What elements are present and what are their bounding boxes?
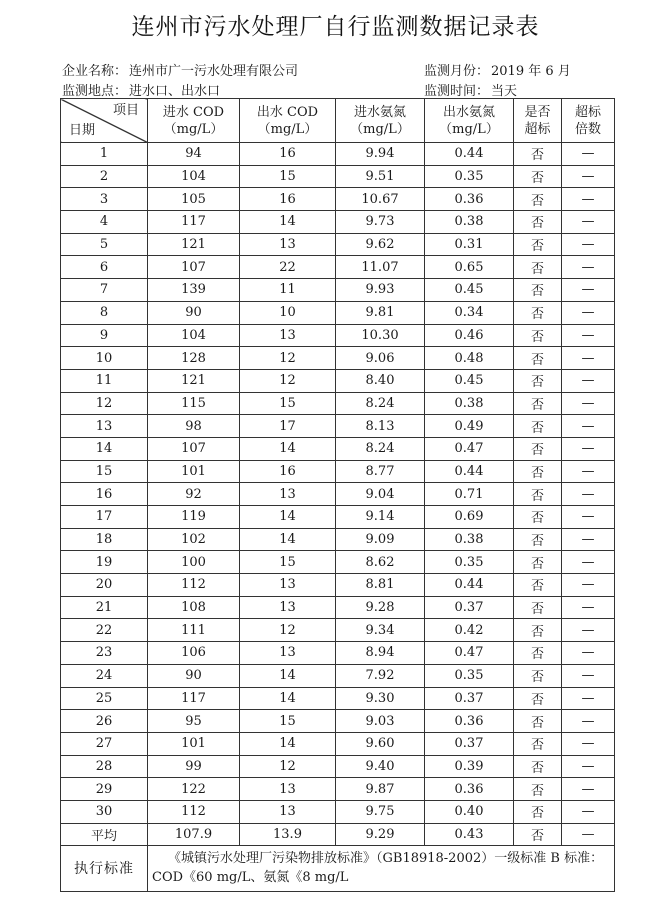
time-value: 当天 — [491, 84, 518, 99]
table-cell: — — [562, 460, 615, 483]
table-row — [61, 279, 615, 302]
table-cell: 否 — [514, 642, 562, 665]
date-cell: 28 — [61, 755, 148, 778]
table-cell: 12 — [240, 755, 336, 778]
table-cell: 92 — [148, 483, 240, 506]
table-cell: 否 — [514, 437, 562, 460]
table-cell: — — [562, 732, 615, 755]
table-cell: 8.62 — [336, 551, 425, 574]
table-cell: 139 — [148, 279, 240, 302]
table-row — [61, 596, 615, 619]
table-row — [61, 188, 615, 211]
table-cell: — — [562, 211, 615, 234]
table-cell: 否 — [514, 324, 562, 347]
table-cell: — — [562, 596, 615, 619]
table-cell: 95 — [148, 710, 240, 733]
table-cell: 99 — [148, 755, 240, 778]
table-row — [61, 642, 615, 665]
table-cell: — — [562, 256, 615, 279]
table-cell: 8.81 — [336, 574, 425, 597]
table-cell: 否 — [514, 211, 562, 234]
header-line-1: 超标 — [574, 104, 601, 120]
table-cell: — — [562, 301, 615, 324]
header-line-2: （mg/L） — [350, 121, 410, 137]
table-cell: 11 — [240, 279, 336, 302]
header-line-2: 超标 — [524, 121, 551, 137]
date-cell: 17 — [61, 506, 148, 529]
table-cell: 16 — [240, 188, 336, 211]
table-cell: 16 — [240, 460, 336, 483]
table-cell: — — [562, 642, 615, 665]
table-cell: 15 — [240, 710, 336, 733]
table-cell: 14 — [240, 664, 336, 687]
table-cell: 9.28 — [336, 596, 425, 619]
table-cell: 7.92 — [336, 664, 425, 687]
table-cell: 107 — [148, 256, 240, 279]
table-cell: 否 — [514, 710, 562, 733]
header-line-1: 出水 COD — [256, 104, 319, 120]
table-cell: 0.38 — [425, 211, 514, 234]
table-cell: 105 — [148, 188, 240, 211]
table-row — [61, 301, 615, 324]
table-cell: 0.44 — [425, 460, 514, 483]
table-cell: 17 — [240, 415, 336, 438]
table-cell: 117 — [148, 211, 240, 234]
table-cell: 0.35 — [425, 165, 514, 188]
monitoring-table — [60, 98, 615, 892]
table-cell: 否 — [514, 528, 562, 551]
table-cell: 9.51 — [336, 165, 425, 188]
column-header-influent-cod — [148, 99, 240, 143]
month-label: 监测月份： — [424, 64, 490, 79]
date-cell: 22 — [61, 619, 148, 642]
table-cell: 10.67 — [336, 188, 425, 211]
date-cell: 12 — [61, 392, 148, 415]
table-cell: 0.44 — [425, 143, 514, 166]
standard-label: 执行标准 — [61, 845, 148, 891]
table-cell: 104 — [148, 324, 240, 347]
table-cell: 否 — [514, 165, 562, 188]
table-cell: 8.77 — [336, 460, 425, 483]
date-cell: 16 — [61, 483, 148, 506]
date-cell: 26 — [61, 710, 148, 733]
table-cell: 8.13 — [336, 415, 425, 438]
table-cell: 否 — [514, 233, 562, 256]
table-cell: 否 — [514, 415, 562, 438]
table-cell: 否 — [514, 687, 562, 710]
table-cell: 0.40 — [425, 800, 514, 823]
table-cell: 90 — [148, 664, 240, 687]
table-cell: 0.45 — [425, 369, 514, 392]
table-row — [61, 165, 615, 188]
table-cell: 13 — [240, 642, 336, 665]
column-header-effluent-ammonia — [425, 99, 514, 143]
table-cell: 98 — [148, 415, 240, 438]
table-cell: 115 — [148, 392, 240, 415]
table-cell: 9.60 — [336, 732, 425, 755]
table-cell: — — [562, 574, 615, 597]
header-line-2: （mg/L） — [439, 121, 499, 137]
table-row — [61, 800, 615, 823]
table-cell: 0.38 — [425, 392, 514, 415]
table-row — [61, 528, 615, 551]
table-cell: 9.87 — [336, 778, 425, 801]
table-cell: 13 — [240, 596, 336, 619]
table-cell: 9.75 — [336, 800, 425, 823]
column-header-exceeded — [514, 99, 562, 143]
table-cell: 0.31 — [425, 233, 514, 256]
header-line-2: 倍数 — [574, 121, 601, 137]
table-cell: 否 — [514, 279, 562, 302]
header-row — [61, 99, 615, 143]
table-cell: 0.42 — [425, 619, 514, 642]
table-row — [61, 664, 615, 687]
table-cell: 122 — [148, 778, 240, 801]
table-cell: 0.37 — [425, 687, 514, 710]
table-cell: 9.04 — [336, 483, 425, 506]
table-cell: 12 — [240, 347, 336, 370]
table-cell: — — [562, 664, 615, 687]
table-cell: 9.81 — [336, 301, 425, 324]
table-cell: 13 — [240, 574, 336, 597]
table-cell: 0.47 — [425, 642, 514, 665]
table-cell: 90 — [148, 301, 240, 324]
average-cell: 9.29 — [336, 823, 425, 845]
table-cell: 22 — [240, 256, 336, 279]
table-cell: 112 — [148, 800, 240, 823]
table-row — [61, 211, 615, 234]
table-cell: — — [562, 324, 615, 347]
table-cell: 13 — [240, 324, 336, 347]
date-cell: 29 — [61, 778, 148, 801]
table-cell: 否 — [514, 392, 562, 415]
table-cell: 14 — [240, 211, 336, 234]
table-cell: — — [562, 392, 615, 415]
table-cell: 9.73 — [336, 211, 425, 234]
table-cell: 9.14 — [336, 506, 425, 529]
table-cell: 否 — [514, 551, 562, 574]
table-cell: 否 — [514, 369, 562, 392]
table-cell: 0.36 — [425, 778, 514, 801]
table-row — [61, 619, 615, 642]
table-cell: 0.35 — [425, 664, 514, 687]
table-cell: 15 — [240, 551, 336, 574]
table-cell: 101 — [148, 460, 240, 483]
table-cell: 否 — [514, 347, 562, 370]
table-cell: 9.34 — [336, 619, 425, 642]
date-cell: 15 — [61, 460, 148, 483]
table-cell: 13 — [240, 800, 336, 823]
table-cell: 9.94 — [336, 143, 425, 166]
table-cell: 8.24 — [336, 437, 425, 460]
location-field — [62, 80, 220, 99]
table-cell: — — [562, 165, 615, 188]
table-cell: 14 — [240, 687, 336, 710]
table-cell: 否 — [514, 619, 562, 642]
date-cell: 18 — [61, 528, 148, 551]
date-cell: 11 — [61, 369, 148, 392]
location-label: 监测地点： — [62, 84, 128, 99]
table-cell: 否 — [514, 596, 562, 619]
table-cell: — — [562, 347, 615, 370]
month-field — [424, 60, 571, 79]
table-row — [61, 687, 615, 710]
average-cell: 107.9 — [148, 823, 240, 845]
standard-text: 《城镇污水处理厂污染物排放标准》（GB18918-2002）一级标准 B 标准：COD《60 mg/L、氨氮《8 mg/L — [148, 845, 615, 891]
table-cell: 119 — [148, 506, 240, 529]
table-cell: 15 — [240, 392, 336, 415]
table-cell: — — [562, 619, 615, 642]
date-cell: 5 — [61, 233, 148, 256]
table-row — [61, 710, 615, 733]
table-cell: 0.39 — [425, 755, 514, 778]
table-cell: 否 — [514, 301, 562, 324]
table-row — [61, 369, 615, 392]
date-cell: 8 — [61, 301, 148, 324]
table-row — [61, 506, 615, 529]
table-cell: 14 — [240, 506, 336, 529]
table-cell: — — [562, 437, 615, 460]
table-row — [61, 324, 615, 347]
table-cell: — — [562, 687, 615, 710]
table-cell: 9.62 — [336, 233, 425, 256]
date-cell: 4 — [61, 211, 148, 234]
table-cell: 106 — [148, 642, 240, 665]
table-cell: 11.07 — [336, 256, 425, 279]
table-cell: 12 — [240, 619, 336, 642]
date-cell: 1 — [61, 143, 148, 166]
table-cell: — — [562, 778, 615, 801]
table-cell: 14 — [240, 528, 336, 551]
table-cell: 16 — [240, 143, 336, 166]
table-cell: — — [562, 369, 615, 392]
header-line-2: （mg/L） — [163, 121, 224, 137]
date-cell: 25 — [61, 687, 148, 710]
table-row — [61, 483, 615, 506]
table-cell: 13 — [240, 233, 336, 256]
date-cell: 3 — [61, 188, 148, 211]
table-cell: 0.45 — [425, 279, 514, 302]
header-line-2: （mg/L） — [257, 121, 318, 137]
table-cell: 0.38 — [425, 528, 514, 551]
table-row — [61, 460, 615, 483]
company-value: 连州市广一污水处理有限公司 — [129, 64, 299, 79]
average-cell: — — [562, 823, 615, 845]
table-cell: — — [562, 483, 615, 506]
table-cell: 否 — [514, 574, 562, 597]
date-cell: 21 — [61, 596, 148, 619]
table-cell: — — [562, 506, 615, 529]
table-cell: 否 — [514, 778, 562, 801]
table-cell: 10.30 — [336, 324, 425, 347]
table-cell: 0.47 — [425, 437, 514, 460]
company-field — [62, 60, 298, 79]
table-cell: 13 — [240, 483, 336, 506]
date-cell: 13 — [61, 415, 148, 438]
date-cell: 19 — [61, 551, 148, 574]
table-cell: 117 — [148, 687, 240, 710]
table-cell: 否 — [514, 755, 562, 778]
table-cell: 0.48 — [425, 347, 514, 370]
table-row — [61, 732, 615, 755]
table-row — [61, 755, 615, 778]
table-cell: — — [562, 279, 615, 302]
header-line-1: 进水氨氮 — [353, 104, 406, 120]
company-label: 企业名称： — [62, 64, 128, 79]
table-cell: 9.93 — [336, 279, 425, 302]
location-value: 进水口、出水口 — [129, 84, 221, 99]
table-cell: 9.06 — [336, 347, 425, 370]
table-cell: 100 — [148, 551, 240, 574]
header-line-1: 出水氨氮 — [442, 104, 495, 120]
table-cell: 111 — [148, 619, 240, 642]
date-cell: 27 — [61, 732, 148, 755]
table-cell: 0.36 — [425, 188, 514, 211]
table-cell: 121 — [148, 369, 240, 392]
table-cell: 0.35 — [425, 551, 514, 574]
table-cell: 0.71 — [425, 483, 514, 506]
page-title: 连州市污水处理厂自行监测数据记录表 — [131, 14, 540, 40]
average-cell: 13.9 — [240, 823, 336, 845]
table-cell: 8.94 — [336, 642, 425, 665]
table-cell: 101 — [148, 732, 240, 755]
table-cell: 0.36 — [425, 710, 514, 733]
month-value: 2019 年 6 月 — [491, 64, 571, 79]
date-cell: 23 — [61, 642, 148, 665]
standard-row — [61, 845, 615, 891]
table-row — [61, 233, 615, 256]
table-cell: 0.37 — [425, 596, 514, 619]
table-row — [61, 551, 615, 574]
table-cell: 9.03 — [336, 710, 425, 733]
table-cell: 107 — [148, 437, 240, 460]
table-cell: 否 — [514, 483, 562, 506]
table-row — [61, 778, 615, 801]
table-cell: 0.37 — [425, 732, 514, 755]
time-field — [424, 80, 517, 99]
average-label: 平均 — [61, 823, 148, 845]
table-cell: 8.24 — [336, 392, 425, 415]
date-cell: 9 — [61, 324, 148, 347]
date-cell: 14 — [61, 437, 148, 460]
table-row — [61, 574, 615, 597]
corner-header — [61, 99, 148, 143]
table-cell: 9.09 — [336, 528, 425, 551]
date-cell: 6 — [61, 256, 148, 279]
date-cell: 20 — [61, 574, 148, 597]
table-cell: — — [562, 800, 615, 823]
table-cell: 0.49 — [425, 415, 514, 438]
table-row — [61, 392, 615, 415]
table-row — [61, 256, 615, 279]
corner-top-label: 项目 — [112, 103, 139, 118]
table-cell: — — [562, 551, 615, 574]
table-row — [61, 437, 615, 460]
table-cell: 否 — [514, 732, 562, 755]
date-cell: 30 — [61, 800, 148, 823]
table-cell: — — [562, 188, 615, 211]
time-label: 监测时间： — [424, 84, 490, 99]
header-line-1: 进水 COD — [162, 104, 225, 120]
table-cell: 112 — [148, 574, 240, 597]
corner-bottom-label: 日期 — [69, 123, 96, 138]
table-cell: 10 — [240, 301, 336, 324]
average-cell: 否 — [514, 823, 562, 845]
table-row — [61, 347, 615, 370]
table-cell: 14 — [240, 732, 336, 755]
table-cell: 15 — [240, 165, 336, 188]
table-cell: 否 — [514, 506, 562, 529]
table-cell: 128 — [148, 347, 240, 370]
average-row — [61, 823, 615, 845]
table-cell: 0.69 — [425, 506, 514, 529]
column-header-exceed-multiple — [562, 99, 615, 143]
table-cell: 9.40 — [336, 755, 425, 778]
table-cell: 104 — [148, 165, 240, 188]
date-cell: 10 — [61, 347, 148, 370]
header-line-1: 是否 — [524, 104, 551, 120]
table-cell: 121 — [148, 233, 240, 256]
table-cell: 否 — [514, 664, 562, 687]
table-cell: 108 — [148, 596, 240, 619]
table-cell: — — [562, 528, 615, 551]
table-cell: — — [562, 710, 615, 733]
table-cell: 否 — [514, 800, 562, 823]
table-cell: 0.44 — [425, 574, 514, 597]
table-cell: 0.65 — [425, 256, 514, 279]
table-cell: 8.40 — [336, 369, 425, 392]
table-cell: 102 — [148, 528, 240, 551]
table-cell: 12 — [240, 369, 336, 392]
table-cell: 14 — [240, 437, 336, 460]
table-cell: 否 — [514, 188, 562, 211]
average-cell: 0.43 — [425, 823, 514, 845]
table-row — [61, 415, 615, 438]
table-cell: 0.46 — [425, 324, 514, 347]
date-cell: 2 — [61, 165, 148, 188]
table-cell: 0.34 — [425, 301, 514, 324]
table-cell: — — [562, 415, 615, 438]
table-cell: — — [562, 143, 615, 166]
date-cell: 24 — [61, 664, 148, 687]
table-cell: — — [562, 233, 615, 256]
table-cell: 否 — [514, 256, 562, 279]
table-cell: 13 — [240, 778, 336, 801]
column-header-influent-ammonia — [336, 99, 425, 143]
table-row — [61, 143, 615, 166]
table-cell: 94 — [148, 143, 240, 166]
table-cell: 否 — [514, 143, 562, 166]
table-cell: — — [562, 755, 615, 778]
column-header-effluent-cod — [240, 99, 336, 143]
table-cell: 否 — [514, 460, 562, 483]
table-cell: 9.30 — [336, 687, 425, 710]
date-cell: 7 — [61, 279, 148, 302]
